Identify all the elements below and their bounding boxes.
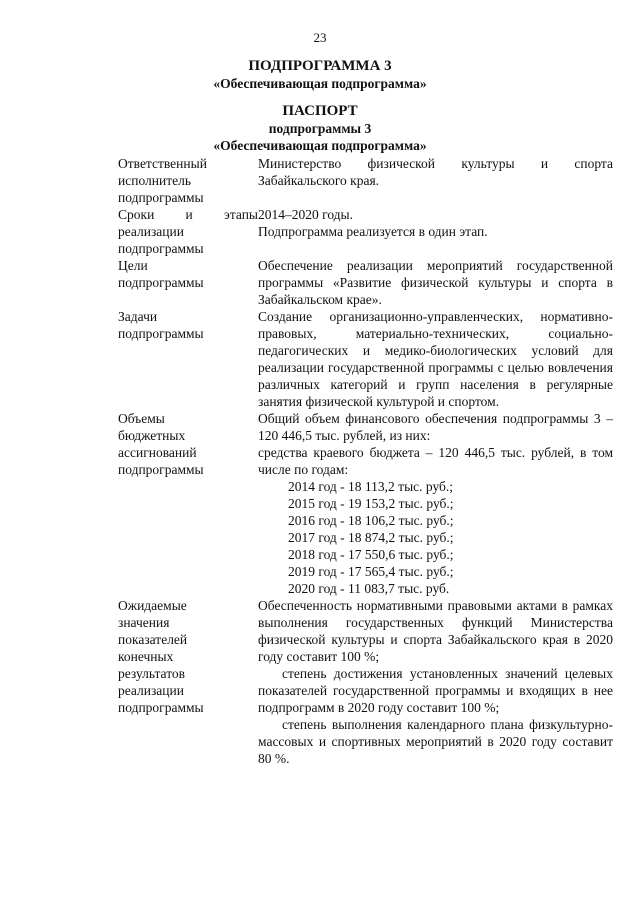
- label-line: результатов: [118, 666, 186, 681]
- passport-row-expected-results: [118, 597, 613, 767]
- row-label: [118, 206, 258, 257]
- content-paragraph: Обеспеченность нормативными правовыми актами в рамках выполнения государственных функций Министерства физической культуры и спорта Забайкальского края в 2020 году составит 100 %;: [258, 598, 613, 664]
- label-line: конечных: [118, 649, 174, 664]
- row-label: [118, 257, 258, 308]
- passport-title-line-2: подпрограммы 3: [268, 121, 372, 136]
- content-paragraph: Создание организационно-управленческих, нормативно-правовых, материально-технических, социально-педагогических и медико-биологических условий для реализации государственной программы с целью вовлечения различных категорий и групп населения в регулярные занятия физической культурой и спортом.: [258, 309, 613, 409]
- content-paragraph: степень выполнения календарного плана физкультурно-массовых и спортивных мероприятий в 2020 году составит 80 %.: [258, 717, 613, 766]
- budget-year-item: 2018 год - 17 550,6 тыс. руб.;: [288, 547, 454, 562]
- label-line: Цели: [118, 258, 148, 273]
- passport-title-line-3: «Обеспечивающая подпрограмма»: [213, 138, 427, 153]
- label-line: подпрограммы: [118, 700, 204, 715]
- label-line: бюджетных: [118, 428, 186, 443]
- passport-row-budget: [118, 410, 613, 597]
- passport-row-goals: [118, 257, 613, 308]
- row-content: [258, 206, 613, 257]
- label-line: Задачи: [118, 309, 158, 324]
- budget-year-item: 2020 год - 11 083,7 тыс. руб.: [288, 581, 450, 596]
- label-line: подпрограммы: [118, 190, 204, 205]
- row-label: [118, 597, 258, 767]
- label-line: реализации: [118, 224, 184, 239]
- content-paragraph: средства краевого бюджета – 120 446,5 тыс. рублей, в том числе по годам:: [258, 445, 613, 477]
- content-paragraph: Общий объем финансового обеспечения подпрограммы 3 – 120 446,5 тыс. рублей, из них:: [258, 411, 613, 443]
- label-line: показателей: [118, 632, 188, 647]
- content-paragraph: степень достижения установленных значений целевых показателей государственной программы и входящих в нее подпрограмм в 2020 году составит 100 %;: [258, 666, 613, 715]
- label-line: Ответственный: [118, 156, 207, 171]
- subprogram-title: [0, 58, 640, 92]
- budget-by-year-list: [288, 478, 613, 597]
- label-line: исполнитель: [118, 173, 191, 188]
- budget-year-item: 2016 год - 18 106,2 тыс. руб.;: [288, 513, 454, 528]
- passport-row-terms: [118, 206, 613, 257]
- budget-year-item: 2014 год - 18 113,2 тыс. руб.;: [288, 479, 454, 494]
- content-paragraph: Обеспечение реализации мероприятий государственной программы «Развитие физической культуры и спорта в Забайкальском крае».: [258, 258, 613, 307]
- label-line: ассигнований: [118, 445, 197, 460]
- label-line: подпрограммы: [118, 326, 204, 341]
- content-paragraph: Подпрограмма реализуется в один этап.: [258, 224, 488, 239]
- row-label: [118, 410, 258, 597]
- subprogram-title-line-2: «Обеспечивающая подпрограмма»: [213, 76, 427, 91]
- passport-row-tasks: [118, 308, 613, 410]
- label-line: реализации: [118, 683, 184, 698]
- label-line: Ожидаемые: [118, 598, 187, 613]
- page-number: 23: [313, 30, 327, 45]
- label-line: значения: [118, 615, 170, 630]
- row-content: [258, 410, 613, 597]
- row-content: [258, 597, 613, 767]
- label-line: подпрограммы: [118, 462, 204, 477]
- passport-title: [0, 103, 640, 154]
- content-paragraph: Министерство физической культуры и спорта Забайкальского края.: [258, 156, 613, 188]
- budget-year-item: 2017 год - 18 874,2 тыс. руб.;: [288, 530, 454, 545]
- label-line: подпрограммы: [118, 241, 204, 256]
- subprogram-title-line-1: ПОДПРОГРАММА 3: [248, 58, 392, 74]
- budget-year-item: 2019 год - 17 565,4 тыс. руб.;: [288, 564, 454, 579]
- row-content: [258, 257, 613, 308]
- label-line: Сроки и этапы: [118, 207, 258, 222]
- passport-table: [118, 155, 613, 767]
- row-content: [258, 155, 613, 206]
- label-line: Объемы: [118, 411, 165, 426]
- content-paragraph: 2014–2020 годы.: [258, 207, 354, 222]
- row-content: [258, 308, 613, 410]
- passport-row-responsible: [118, 155, 613, 206]
- row-label: [118, 155, 258, 206]
- passport-title-line-1: ПАСПОРТ: [282, 103, 358, 119]
- budget-year-item: 2015 год - 19 153,2 тыс. руб.;: [288, 496, 454, 511]
- label-line: подпрограммы: [118, 275, 204, 290]
- row-label: [118, 308, 258, 410]
